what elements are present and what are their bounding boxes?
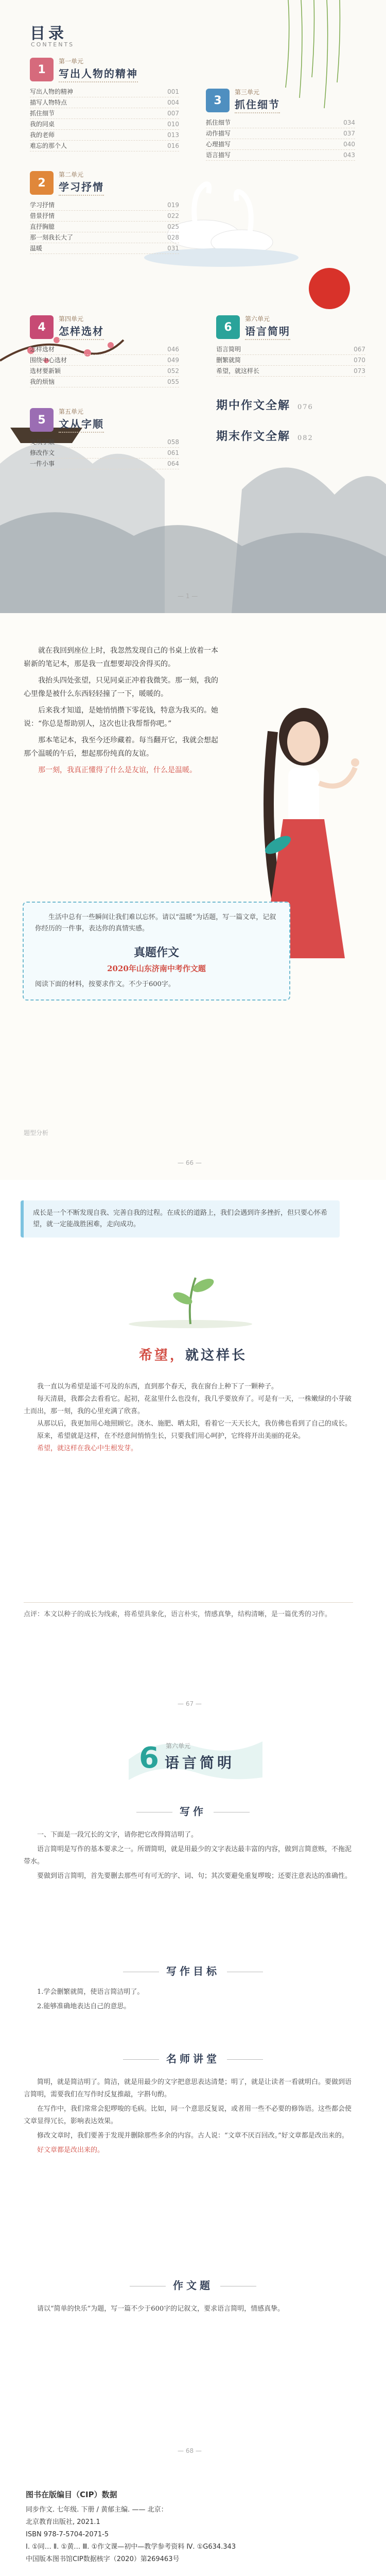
toc-item[interactable]: 我的老师 013 bbox=[30, 130, 179, 141]
section-heading: 作文题 bbox=[0, 2277, 386, 2292]
toc-extra-final[interactable]: 期末作文全解 082 bbox=[216, 430, 313, 443]
toc-item[interactable]: 一件小事 064 bbox=[30, 459, 179, 469]
unit-name: 学习抒情 bbox=[59, 179, 104, 196]
lesson-text bbox=[24, 2076, 353, 2159]
plant-illustration bbox=[31, 1262, 350, 1329]
highlight-sentence: 好文章都是改出来的。 bbox=[37, 2146, 104, 2154]
unit-name: 语言简明 bbox=[245, 323, 290, 340]
toc-item[interactable]: 怎样选材 046 bbox=[30, 344, 179, 355]
toc-unit-3 bbox=[206, 88, 355, 161]
copyright-page bbox=[0, 2468, 386, 2576]
unit-badge: 5 bbox=[30, 408, 54, 432]
paragraph: 在写作中，我们常常会犯啰唆的毛病。比如，同一个意思反复说，或者用一些不必要的修饰语。这些都会使文章显得冗长，影响表达效果。 bbox=[24, 2105, 352, 2125]
unit-badge: 2 bbox=[30, 171, 54, 195]
page-number: — 68 — bbox=[178, 2447, 202, 2454]
paragraph: 我一直以为希望是遥不可及的东西，直到那个春天，我在窗台上种下了一颗种子。 bbox=[37, 1383, 278, 1391]
page-number: — 67 — bbox=[178, 1700, 202, 1707]
toc-list bbox=[30, 87, 179, 151]
unit-name: 写出人物的精神 bbox=[59, 65, 138, 82]
paragraph: 1.学会删繁就简，使语言简洁明了。 bbox=[37, 1988, 144, 1996]
paragraph: 从那以后，我更加用心地照顾它。浇水、施肥、晒太阳，看着它一天天长大，我仿佛也看到了自己的成长。 bbox=[37, 1420, 352, 1428]
toc-item[interactable]: 动作描写 037 bbox=[206, 128, 355, 139]
toc-item[interactable]: 难忘的那个人 016 bbox=[30, 141, 179, 151]
goals-text bbox=[24, 1986, 353, 2015]
toc-item[interactable]: 抓住细节 034 bbox=[206, 117, 355, 128]
toc-unit-2 bbox=[30, 170, 179, 254]
section-tag: 题型分析 bbox=[24, 1129, 49, 1137]
story-page bbox=[0, 613, 386, 1180]
toc-list bbox=[216, 344, 365, 377]
essay-heading: 真题作文 bbox=[133, 946, 179, 959]
toc-item[interactable]: 学习抒情 019 bbox=[30, 200, 179, 211]
toc-item[interactable]: 希望，就这样长 073 bbox=[216, 366, 365, 377]
paragraph: 我抬头四处张望，只见同桌正冲着我微笑。那一刻，我的心里像是被什么东西轻轻撞了一下，暖暖的。 bbox=[24, 676, 218, 698]
section-heading: 写作目标 bbox=[0, 1963, 386, 1978]
unit-label: 第三单元 bbox=[235, 89, 260, 96]
section-heading: 写作 bbox=[0, 1803, 386, 1818]
cip-line: ISBN 978-7-5704-2071-5 bbox=[26, 2531, 109, 2538]
toc-item[interactable]: 修改作文 061 bbox=[30, 448, 179, 459]
toc-list bbox=[30, 200, 179, 254]
section-heading: 名师讲堂 bbox=[0, 2050, 386, 2065]
toc-unit-5 bbox=[30, 407, 179, 469]
toc-extra-midterm[interactable]: 期中作文全解 076 bbox=[216, 399, 313, 412]
toc-page bbox=[0, 0, 386, 613]
unit-number: 6 bbox=[139, 1741, 159, 1775]
unit-label: 第二单元 bbox=[59, 171, 84, 178]
essay-subheading: 2020年山东济南中考作文题 bbox=[107, 964, 206, 973]
toc-unit-4 bbox=[30, 314, 179, 387]
toc-item[interactable]: 写出人物的精神 001 bbox=[30, 87, 179, 97]
page-number: — 1 — bbox=[178, 592, 198, 600]
paragraph: 那本笔记本，我至今还珍藏着。每当翻开它，我就会想起那个温暖的午后，想起那份纯真的友谊。 bbox=[24, 736, 218, 758]
toc-title: 目录 bbox=[30, 25, 67, 43]
cip-line: Ⅰ. ①同… Ⅱ. ①黄… Ⅲ. ①作文课—初中—教学参考资料 Ⅳ. ①G634.343 bbox=[26, 2543, 236, 2551]
toc-item[interactable]: 心理描写 040 bbox=[206, 139, 355, 150]
unit-badge: 1 bbox=[30, 58, 54, 81]
unit-name: 怎样选材 bbox=[59, 323, 104, 340]
toc-list bbox=[30, 437, 179, 469]
unit-badge: 3 bbox=[206, 89, 230, 112]
page-number: — 66 — bbox=[178, 1159, 202, 1166]
toc-list bbox=[206, 117, 355, 161]
tip-bar: 成长是一个不断发现自我、完善自我的过程。在成长的道路上，我们会遇到许多挫折，但只要心怀希望，就一定能战胜困难，走向成功。 bbox=[21, 1200, 340, 1238]
toc-item[interactable]: 我的同桌 010 bbox=[30, 119, 179, 130]
cip-title: 图书在版编目（CIP）数据 bbox=[26, 2490, 117, 2499]
toc-title-en: CONTENTS bbox=[31, 41, 75, 48]
cip-block bbox=[26, 2488, 360, 2566]
toc-item[interactable]: 删繁就简 070 bbox=[216, 355, 365, 366]
unit-badge: 6 bbox=[216, 315, 240, 339]
toc-item[interactable]: 那一刻我长大了 028 bbox=[30, 232, 179, 243]
unit-name: 文从字顺 bbox=[59, 416, 104, 433]
cip-line: 同步作文. 七年级. 下册 / 黄郁主编. —— 北京： bbox=[26, 2506, 168, 2514]
unit6-page bbox=[0, 1721, 386, 2468]
review-box: 点评：本文以种子的成长为线索，将希望具象化，语言朴实，情感真挚，结构清晰，是一篇优秀的习作。 bbox=[24, 1602, 353, 1620]
paragraph: 请以“简单的快乐”为题，写一篇不少于600字的记叙文，要求语言简明，情感真挚。 bbox=[37, 2305, 285, 2313]
cip-line: 北京教育出版社, 2021.1 bbox=[26, 2518, 100, 2526]
practice-text bbox=[24, 2303, 353, 2317]
toc-item[interactable]: 描写人物特点 004 bbox=[30, 97, 179, 108]
paragraph: 语言简明是写作的基本要求之一。所谓简明，就是用最少的文字表达最丰富的内容，做到言简意赅，不拖泥带水。 bbox=[24, 1845, 352, 1866]
unit-label: 第六单元 bbox=[245, 315, 270, 323]
paragraph: 2.能够准确地表达自己的意思。 bbox=[37, 2003, 131, 2010]
toc-item[interactable]: 文从字顺 058 bbox=[30, 437, 179, 448]
toc-item[interactable]: 语言简明 067 bbox=[216, 344, 365, 355]
paragraph: 后来我才知道，是她悄悄攒下零花钱，特意为我买的。她说：“你总是帮助别人，这次也让我帮帮你吧。” bbox=[24, 706, 218, 728]
essay-box bbox=[23, 902, 290, 1001]
intro-text bbox=[24, 1829, 353, 1885]
story-text bbox=[24, 644, 219, 780]
wish-page bbox=[0, 1180, 386, 1721]
toc-item[interactable]: 直抒胸臆 025 bbox=[30, 222, 179, 232]
paragraph: 原来，希望就是这样，在不经意间悄悄生长，只要我们用心呵护，它终将开出美丽的花朵。 bbox=[37, 1432, 305, 1440]
toc-item[interactable]: 我的烦恼 055 bbox=[30, 377, 179, 387]
unit-name: 语言简明 bbox=[165, 1754, 235, 1771]
paragraph: 就在我回到座位上时，我忽然发现自己的书桌上放着一本崭新的笔记本，那是我一直想要却没舍得买的。 bbox=[24, 647, 218, 668]
unit-label: 第六单元 bbox=[166, 1742, 191, 1750]
wish-text bbox=[24, 1381, 353, 1455]
toc-item[interactable]: 语言描写 043 bbox=[206, 150, 355, 161]
toc-item[interactable]: 借景抒情 022 bbox=[30, 211, 179, 222]
paragraph: 简明，就是简洁明了。简洁，就是用最少的文字把意思表达清楚；明了，就是让读者一看就明白。要做到语言简明，需要我们在写作时反复推敲，字斟句酌。 bbox=[24, 2078, 352, 2098]
paragraph: 修改文章时，我们要善于发现并删除那些多余的内容。古人说：“文章不厌百回改。”好文章都是改出来的。 bbox=[37, 2132, 348, 2140]
unit-badge: 4 bbox=[30, 315, 54, 339]
essay-lead: 生活中总有一些瞬间让我们难以忘怀。请以“温暖”为话题，写一篇文章，记叙你经历的一件事，表达你的真情实感。 bbox=[35, 913, 276, 933]
paragraph: 要做到语言简明，首先要删去那些可有可无的字、词、句；其次要避免重复啰唆；还要注意表达的准确性。 bbox=[37, 1872, 352, 1880]
highlight-sentence: 希望，就这样在我心中生根发芽。 bbox=[37, 1445, 138, 1452]
toc-unit-1 bbox=[30, 57, 179, 151]
toc-item[interactable]: 围绕中心选材 049 bbox=[30, 355, 179, 366]
toc-unit-6 bbox=[216, 314, 365, 377]
toc-list bbox=[30, 344, 179, 387]
unit-label: 第一单元 bbox=[59, 58, 84, 65]
unit-label: 第五单元 bbox=[59, 408, 84, 415]
unit-name: 抓住细节 bbox=[235, 96, 280, 113]
wish-title: 希望，就这样长 bbox=[138, 1348, 248, 1363]
unit-label: 第四单元 bbox=[59, 315, 84, 323]
paragraph: 一、下面是一段冗长的文字，请你把它改得简洁明了。 bbox=[37, 1831, 198, 1839]
essay-body: 阅读下面的材料，按要求作文。不少于600字。 bbox=[35, 980, 175, 988]
toc-item[interactable]: 选材要新颖 052 bbox=[30, 366, 179, 377]
highlight-sentence: 那一刻，我真正懂得了什么是友谊，什么是温暖。 bbox=[38, 766, 197, 774]
toc-item[interactable]: 抓住细节 007 bbox=[30, 108, 179, 119]
toc-item[interactable]: 温暖 031 bbox=[30, 243, 179, 254]
cip-line: 中国版本图书馆CIP数据核字（2020）第269463号 bbox=[26, 2555, 180, 2563]
paragraph: 每天清晨，我都会去看看它。起初，花盆里什么也没有，我几乎要放弃了。可是有一天，一株嫩绿的小芽破土而出，那一刻，我的心里充满了欣喜。 bbox=[24, 1395, 352, 1415]
